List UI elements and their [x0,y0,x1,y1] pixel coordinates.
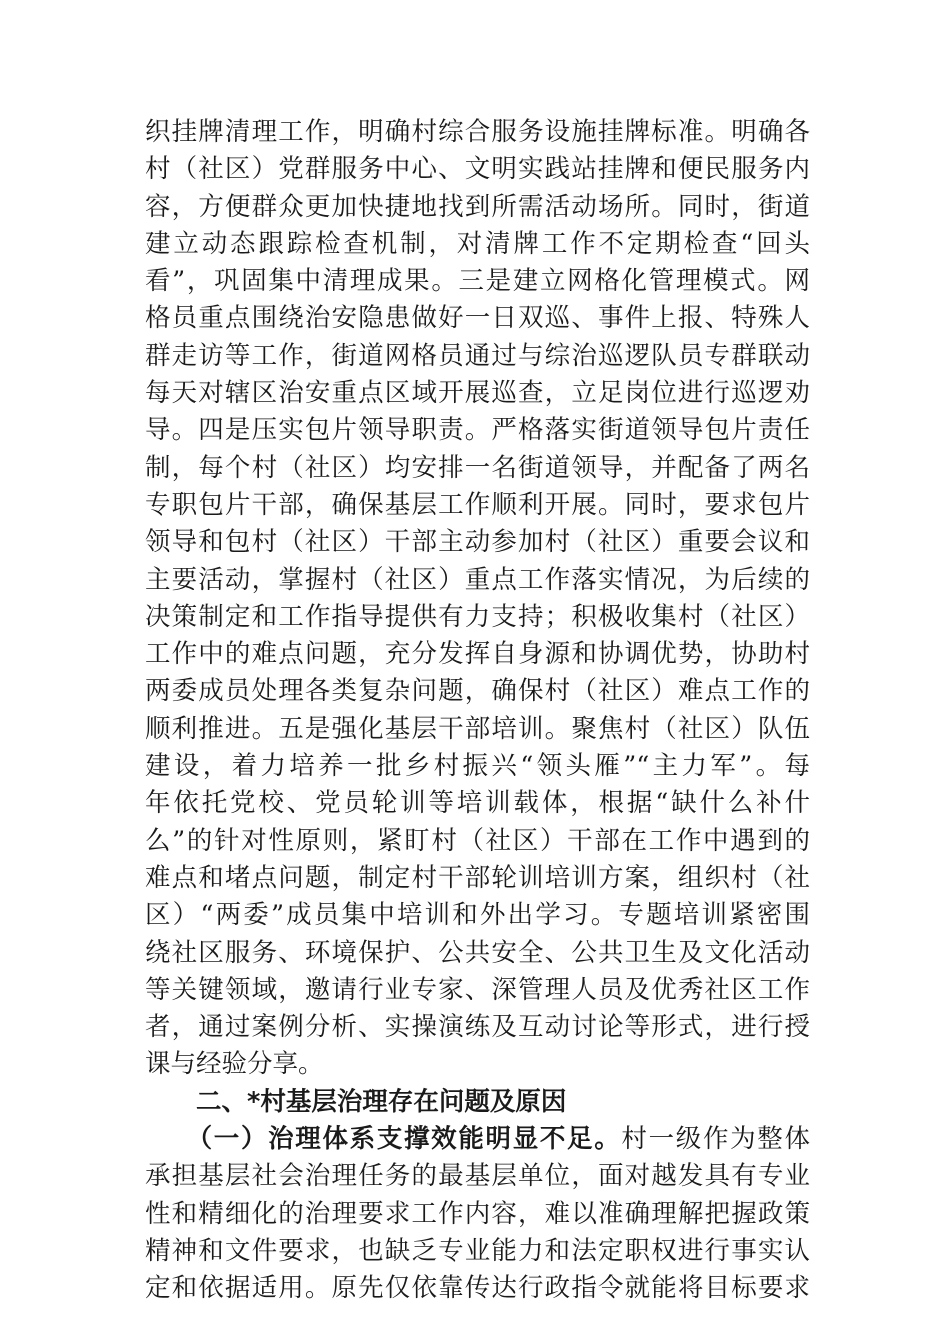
paragraph-line: 顺利推进。五是强化基层干部培训。聚焦村（社区）队伍 [145,713,810,744]
paragraph-line: 专职包片干部，确保基层工作顺利开展。同时，要求包片 [145,489,810,520]
subsection-title: （一）治理体系支撑效能明显不足。 [199,1124,622,1155]
paragraph-line: 织挂牌清理工作，明确村综合服务设施挂牌标准。明确各 [145,117,810,147]
subsection-first-line [145,1121,810,1158]
paragraph-line: 区）“两委”成员集中培训和外出学习。专题培训紧密围 [145,900,810,931]
paragraph-line: 性和精细化的治理要求工作内容，难以准确理解把握政策 [145,1198,810,1229]
section-heading: 二、*村基层治理存在问题及原因 [196,1086,567,1117]
paragraph-line: 主要活动，掌握村（社区）重点工作落实情况，为后续的 [145,564,810,595]
paragraph-line-last: 课与经验分享。 [145,1049,324,1080]
paragraph-line: 制，每个村（社区）均安排一名街道领导，并配备了两名 [145,452,810,483]
paragraph-line: 建立动态跟踪检查机制，对清牌工作不定期检查“回头 [145,228,810,259]
paragraph-line: 看”，巩固集中清理成果。三是建立网格化管理模式。网 [145,266,810,297]
document-body [145,114,810,1308]
paragraph-line: 年依托党校、党员轮训等培训载体，根据“缺什么补什 [145,788,810,819]
paragraph-line: 建设，着力培养一批乡村振兴“领头雁”“主力军”。每 [145,751,810,782]
paragraph-text: 村一级作为整体 [621,1124,810,1155]
paragraph-line: 决策制定和工作指导提供有力支持；积极收集村（社区） [145,601,810,632]
paragraph-line: 定和依据适用。原先仅依靠传达行政指令就能将目标要求 [145,1273,810,1304]
paragraph-line: 精神和文件要求，也缺乏专业能力和法定职权进行事实认 [145,1235,810,1266]
paragraph-line: 格员重点围绕治安隐患做好一日双巡、事件上报、特殊人 [145,303,810,334]
paragraph-line: 村（社区）党群服务中心、文明实践站挂牌和便民服务内 [145,154,810,185]
paragraph-line: 绕社区服务、环境保护、公共安全、公共卫生及文化活动 [145,937,810,968]
paragraph-line: 者，通过案例分析、实操演练及互动讨论等形式，进行授 [145,1012,810,1043]
paragraph-line: 工作中的难点问题，充分发挥自身源和协调优势，协助村 [145,639,810,670]
paragraph-line: 承担基层社会治理任务的最基层单位，面对越发具有专业 [145,1161,810,1192]
paragraph-line: 群走访等工作，街道网格员通过与综治巡逻队员专群联动 [145,340,810,371]
paragraph-line: 领导和包村（社区）干部主动参加村（社区）重要会议和 [145,527,810,558]
paragraph-line: 导。四是压实包片领导职责。严格落实街道领导包片责任 [145,415,810,446]
paragraph-line: 等关键领域，邀请行业专家、深管理人员及优秀社区工作 [145,974,810,1005]
paragraph-line: 容，方便群众更加快捷地找到所需活动场所。同时，街道 [145,191,810,222]
paragraph-line: 每天对辖区治安重点区域开展巡查，立足岗位进行巡逻劝 [145,378,810,409]
paragraph-line: 么”的针对性原则，紧盯村（社区）干部在工作中遇到的 [145,825,810,856]
paragraph-line: 两委成员处理各类复杂问题，确保村（社区）难点工作的 [145,676,810,707]
paragraph-line: 难点和堵点问题，制定村干部轮训培训方案，组织村（社 [145,862,810,893]
